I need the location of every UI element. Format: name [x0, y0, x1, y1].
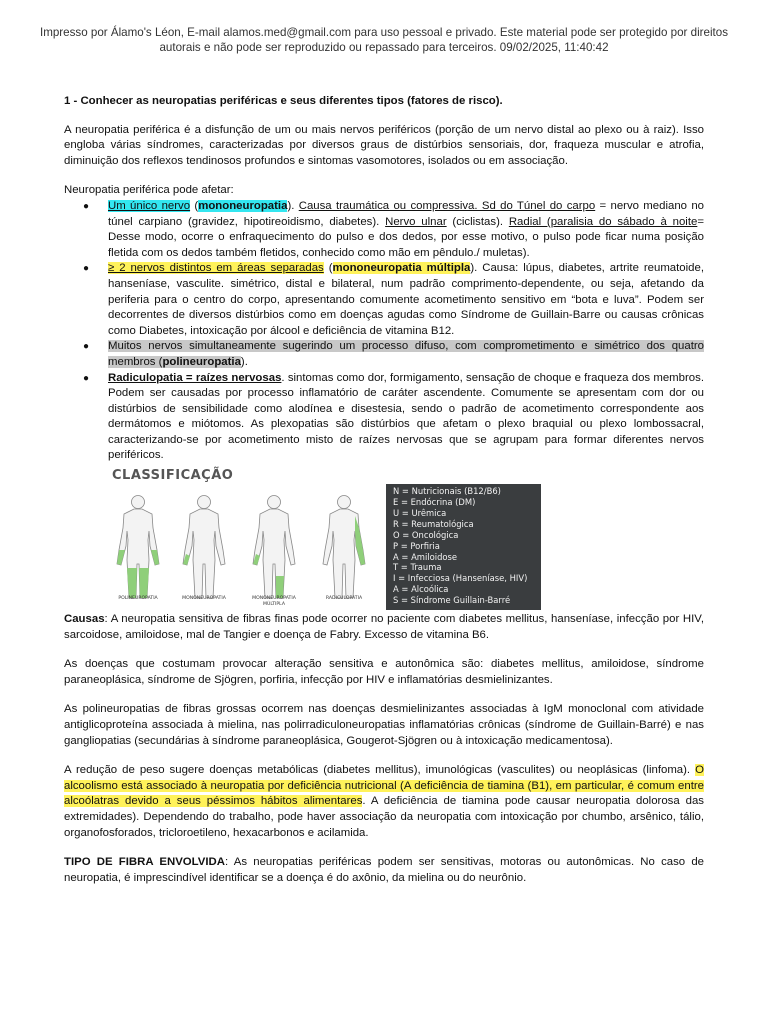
multiple-nerves-term: ≥ 2 nervos distintos em áreas separadas [108, 262, 324, 275]
list-item-mononeuropatia-multipla: ● ≥ 2 nervos distintos em áreas separadas (mononeuropatia múltipla). Causa: lúpus, diabetes, artrite reumatoide, hanseníase, vasculite. simétrico, distal e bilateral, num padrão comprimento-dependente, ou seja, afetando da periferia para o centro do corpo, apresentando comumente acometimento sensitivo em “bota e luva”. Podem ser decorrentes de diversos distúrbios como em doenças agudas como Síndrome de Guillain-Barre ou causas crônicas como Diabetes, intoxicação por álcool e deficiência de vitamina B12. [108, 261, 704, 339]
list-item-radiculopatia: ● Radiculopatia = raízes nervosas. sintomas como dor, formigamento, sensação de choque e fraqueza dos membros. Podem ser causadas por processo inflamatório de caráter ascendente. Comumente se apresentam com dor ou distúrbios de sensibilidade como alodínea e disestesia, sendo o padrão de acometimento correspondente aos dermátomos e miótomos. As plexopatias são distúrbios que afetam o plexo braquial ou plexo lombossacral, caracterizando-se por acometimento misto de raízes nervosas que se agrupam para formar diferentes nervos periféricos. [108, 371, 704, 465]
autonomic-paragraph: As doenças que costumam provocar alteração sensitiva e autonômica são: diabetes mellitus, amiloidose, síndrome paraneoplásica, síndrome de Sjögren, porfiria, infecção por HIV e inflamatórias desmielinizantes. [64, 658, 704, 686]
print-notice-line-1: Impresso por Álamo's Léon, E-mail alamos.med@gmail.com para uso pessoal e privado. Este material pode ser protegido por direitos [39, 26, 729, 39]
mnemonic-line: P = Porfiria [393, 540, 440, 551]
figure-polineuropatia [117, 496, 159, 602]
affect-intro: Neuropatia periférica pode afetar: [64, 184, 234, 197]
label-mononeuropatia-multipla-1: MONONEUROPATIA [252, 596, 296, 602]
alcoholism-highlight: O alcoolismo está associado à neuropatia por deficiência nutricional (A deficiência de tiamina (B1), em particular, é comum entre alcoólatras devido a seus péssimos hábitos alimentares [64, 764, 704, 808]
mnemonic-line: U = Urêmica [393, 507, 447, 518]
mnemonic-line: A = Alcoólica [393, 584, 449, 595]
label-polineuropatia: POLINEUROPATIA [118, 596, 158, 602]
neuropathy-types-list [64, 199, 704, 464]
classification-figure [64, 468, 704, 610]
label-mononeuropatia-multipla-2: MÚLTIPLA [263, 602, 285, 608]
figure-title: CLASSIFICAÇÃO [112, 468, 234, 484]
causas-paragraph: Causas: A neuropatia sensitiva de fibras finas pode ocorrer no paciente com diabetes mellitus, hanseníase, infecção por HIV, sarcoidose, amiloidose, mal de Tangier e doença de Fabry. Excesso de vitamina B6. [64, 613, 704, 641]
list-item-polineuropatia: ● Muitos nervos simultaneamente sugerindo um processo difuso, com comprometimento e simétrico dos quatro membros (polineuropatia). [108, 339, 704, 370]
single-nerve-term: Um único nervo [108, 199, 191, 212]
mnemonic-line: O = Oncológica [393, 529, 459, 540]
mnemonic-line: T = Trauma [393, 562, 442, 573]
fiber-type-paragraph: TIPO DE FIBRA ENVOLVIDA: As neuropatias periféricas podem ser sensitivas, motoras ou autonômicas. No caso de neuropatia, é imprescindível identificar se a doença é do axônio, da mielina ou do neurônio. [64, 856, 704, 884]
list-item-mononeuropatia: ● Um único nervo (mononeuropatia). Causa traumática ou compressiva. Sd do Túnel do carpo = nervo mediano no túnel carpiano (gravidez, hipotireoidismo, diabetes). Nervo ulnar (ciclistas). Radial (paralisia do sábado à noite= Desse modo, ocorre o enfraquecimento do pulso e dos dedos, por esse motivo, o pulso pode ficar numa posição fletida com os dedos também fletidos, conhecido como mão em pêndulo./ muletas). [108, 199, 704, 261]
body-diagram-image [108, 468, 384, 610]
mnemonic-line: N = Nutricionais (B12/B6) [393, 486, 501, 497]
mnemonic-line: S = Síndrome Guillain-Barré [393, 595, 511, 606]
fiber-type-label: TIPO DE FIBRA ENVOLVIDA [64, 856, 225, 869]
mononeuropatia-term: mononeuropatia [198, 199, 288, 212]
intro-paragraph: A neuropatia periférica é a disfunção de um ou mais nervos periféricos (porção de um nervo distal ao plexo ou à raiz). Isso engloba várias síndromes, caracterizadas por diversos graus de distúrbios sensoriais, dor, fraqueza muscular e atrofia, diminuição dos reflexos tendinosos profundos e sintomas vasomotores, isolados ou em associação. [64, 123, 704, 167]
mononeuropatia-multipla-term: mononeuropatia múltipla [332, 262, 471, 275]
radiculopatia-term: Radiculopatia = raízes nervosas [108, 371, 282, 384]
label-radiculopatia: RADICULOPATIA [325, 596, 363, 602]
document-body [64, 94, 704, 886]
mnemonic-line: I = Infecciosa (Hanseníase, HIV) [393, 573, 528, 584]
figure-radiculopatia [323, 496, 365, 602]
section-heading: 1 - Conhecer as neuropatias periféricas e seus diferentes tipos (fatores de risco). [64, 95, 503, 107]
print-notice-line-2: autorais e não pode ser reproduzido ou repassado para terceiros. 09/02/2025, 11:40:42 [159, 40, 609, 54]
causas-label: Causas [64, 613, 105, 626]
neuropathies-mnemonic-board [386, 484, 541, 610]
mnemonic-line: A = Amiloidose [393, 551, 458, 562]
label-mononeuropatia: MONONEUROPATIA [182, 596, 226, 602]
print-notice [20, 26, 748, 55]
polineuropatia-term: polineuropatia [162, 355, 241, 368]
mnemonic-line: E = Endócrina (DM) [393, 496, 476, 507]
large-fiber-paragraph: As polineuropatias de fibras grossas ocorrem nas doenças desmielinizantes associadas à IgM monoclonal com atividade antiglicoproteína associada à mielina, nas polirradiculoneuropatias inflamatórias crônicas (síndrome de Guillain-Barré) e nas gangliopatias (secundárias à síndrome paraneoplásica, Gougerot-Sjögren ou à intoxicação medicamentosa). [64, 703, 704, 747]
mnemonic-line: R = Reumatológica [393, 518, 474, 529]
weight-loss-paragraph: A redução de peso sugere doenças metabólicas (diabetes mellitus), imunológicas (vasculites) ou neoplásicas (linfoma). O alcoolismo está associado à neuropatia por deficiência nutricional (A deficiência de tiamina (B1), em particular, é comum entre alcoólatras devido a seus péssimos hábitos alimentares. A deficiência de tiamina pode causar neuropatia dolorosa das extremidades). Dependendo do trabalho, pode haver associação da neuropatia com intoxicação por chumbo, arsênico, tálio, organofosforados, tricloroetileno, hexacarbonos e acilamida. [64, 764, 704, 839]
